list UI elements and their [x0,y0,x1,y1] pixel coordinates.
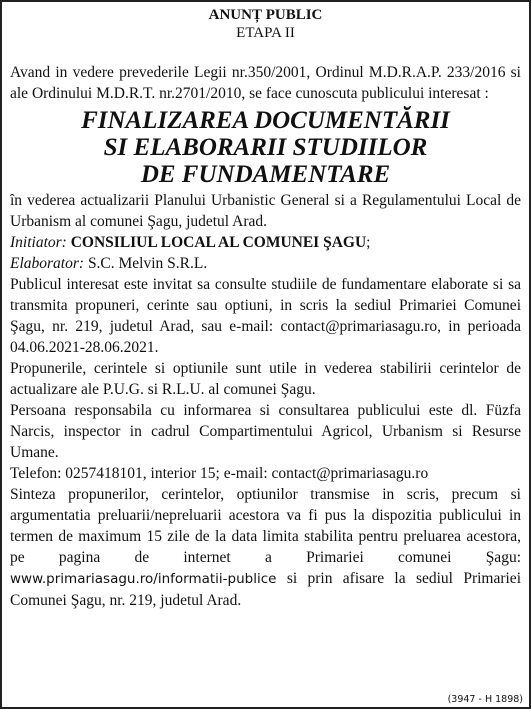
headline [10,107,521,188]
invitation-paragraph: Publicul interesat este invitat sa consulte studiile de fundamentare elaborate si sa transmita propuneri, cerinte sau optiuni, in scris la sediul Primariei Comunei Şagu, nr. 219, judetul Arad, sau e-mail: contact@primariasagu.ro, in perioada 04.06.2021-28.06.2021. [10,276,521,356]
initiator-label: Initiator: [10,234,67,251]
reference-code: (3947 - H 1898) [447,694,523,705]
synthesis-paragraph [10,484,521,611]
headline-line-3: DE FUNDAMENTARE [140,161,391,188]
notice-title: ANUNȚ PUBLIC [208,7,323,23]
headline-line-1: FINALIZAREA DOCUMENTĂRII [81,107,450,134]
synthesis-url: www.primariasagu.ro/informatii-publice [10,571,277,587]
responsible-paragraph: Persoana responsabila cu informarea si consultarea publicului este dl. Füzfa Narcis, inspector in cadrul Compartimentului Agricol, Urbanism si Resurse Umane. [10,402,521,461]
contact-line: Telefon: 0257418101, interior 15; e-mail: contact@primariasagu.ro [10,465,429,482]
notice-subtitle: ETAPA II [236,25,295,41]
synthesis-text-1: Sinteza propunerilor, cerintelor, optiunilor transmise in scris, precum si argumentatia preluarii/nepreluarii acestora va fi pus la dispozitia publicului in termen de maximum 15 zile de la data limita stabilita pentru preluarea acestora, pe pagina de internet a Primariei comunei Şagu: [10,486,521,566]
notice-content [10,6,521,611]
initiator-value: CONSILIUL LOCAL AL COMUNEI ŞAGU [70,234,367,251]
intro-paragraph: Avand in vedere prevederile Legii nr.350/2001, Ordinul M.D.R.A.P. 233/2016 si ale Ordinului M.D.R.T. nr.2701/2010, se face cunoscuta publicului interesat : [10,64,521,102]
elaborator-value: S.C. Melvin S.R.L. [87,255,208,272]
notice-header [10,6,521,42]
synthesis-text-2: si prin afisare la sediul Primariei Comunei Şagu, nr. 219, judetul Arad. [10,570,521,609]
initiator-suffix: ; [366,234,371,251]
scope-paragraph: în vederea actualizarii Planului Urbanistic General si a Regulamentului Local de Urbanism al comunei Şagu, judetul Arad. [10,192,521,230]
proposals-paragraph: Propunerile, cerintele si optiunile sunt utile in vederea stabilirii cerintelor de actualizare ale P.U.G. si R.L.U. al comunei Şagu. [10,360,521,398]
elaborator-line [10,253,521,274]
elaborator-label: Elaborator: [10,255,85,272]
headline-line-2: SI ELABORARII STUDIILOR [103,134,428,161]
initiator-line [10,232,521,253]
